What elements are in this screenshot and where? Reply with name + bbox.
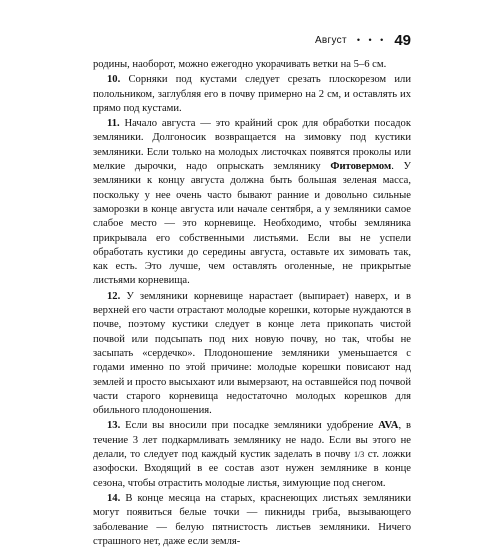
paragraph-number: 13. — [107, 420, 121, 432]
paragraph-continuation — [93, 58, 411, 72]
section-title: Август — [314, 34, 347, 46]
paragraph-text: родины, наоборот, можно ежегодно укорачивать ветки на 5–6 см. — [93, 59, 387, 70]
paragraph-number: 12. — [107, 290, 121, 302]
paragraph-text: У земляники корневище нарастает (выпирает) наверх, и в верхней его части отрастают молодые корешки, которые нуждаются в почве, поэтому кустики следует в конце лета прикопать чистой почвой или подсыпать под них новую почву, но так, чтобы не засыпать «сердечко». Плодоношение земляники уменьшается с годами именно по этой причине: молодые корешки повисают над землей и просто высыхают или вымерзают, на оставшейся под почвой части старого корневища недостаточно молодых корешков для обильного плодоношения. — [93, 290, 411, 417]
fertilizer-name: AVA — [378, 420, 399, 432]
page-number: 49 — [394, 31, 411, 49]
paragraph-14 — [93, 492, 411, 549]
fraction: 1/3 — [353, 450, 365, 460]
paragraph-12 — [93, 290, 411, 419]
paragraph-text: ст. ложки азофоски. Входящий в ее состав азот нужен землянике в конце сезона, чтобы отрастить молодые листья, зимующие под снегом. — [93, 449, 411, 489]
paragraph-text: , в течение 3 лет подкармливать землянику не надо. Если вы этого не делали, то следует под каждый кустик заделать в почву — [93, 420, 411, 461]
paragraph-text: . У земляники к концу августа должна быть большая зеленая масса, поскольку у нее очень часто бывают ранние и довольно сильные заморозки в конце августа или начале сентября, а у земляники самое слабое место — это корневище. Необходимо, чтобы земляника прикрывала его собственными листьями. Если вы не успели обработать кустики до середины августа, оставьте их зимовать так, как есть. Это лучше, чем оставлять оголенные, не прикрытые листьями корневища. — [93, 161, 411, 287]
paragraph-text: Сорняки под кустами следует срезать плоскорезом или полольником, заглубляя его в почву примерно на 2 см, и оставлять их прямо под кустами. — [93, 74, 411, 114]
header-dots: • • • — [356, 35, 387, 45]
paragraph-number: 10. — [107, 74, 121, 86]
body-text — [93, 58, 411, 549]
running-header — [93, 30, 411, 50]
paragraph-text: В конце месяца на старых, краснеющих листьях земляники могут появиться белые точки — пикниды гриба, вызывающего заболевание — белую пятнистость листьев земляники. Ничего страшного нет, даже если земля- — [93, 492, 411, 547]
paragraph-11 — [93, 117, 411, 289]
paragraph-number: 14. — [107, 492, 121, 504]
paragraph-text: Начало августа — это крайний срок для обработки посадок земляники. Долгоносик возвращается на зимовку под кустики земляники. Если только на молодых листочках появятся проколы или мелкие дырочки, надо опрыскать землянику — [93, 118, 411, 173]
paragraph-number: 11. — [107, 118, 120, 130]
paragraph-text: Если вы вносили при посадке земляники удобрение — [120, 420, 379, 432]
paragraph-13 — [93, 419, 411, 490]
paragraph-10 — [93, 73, 411, 116]
book-page — [93, 30, 411, 550]
product-name: Фитовермом — [330, 161, 392, 173]
